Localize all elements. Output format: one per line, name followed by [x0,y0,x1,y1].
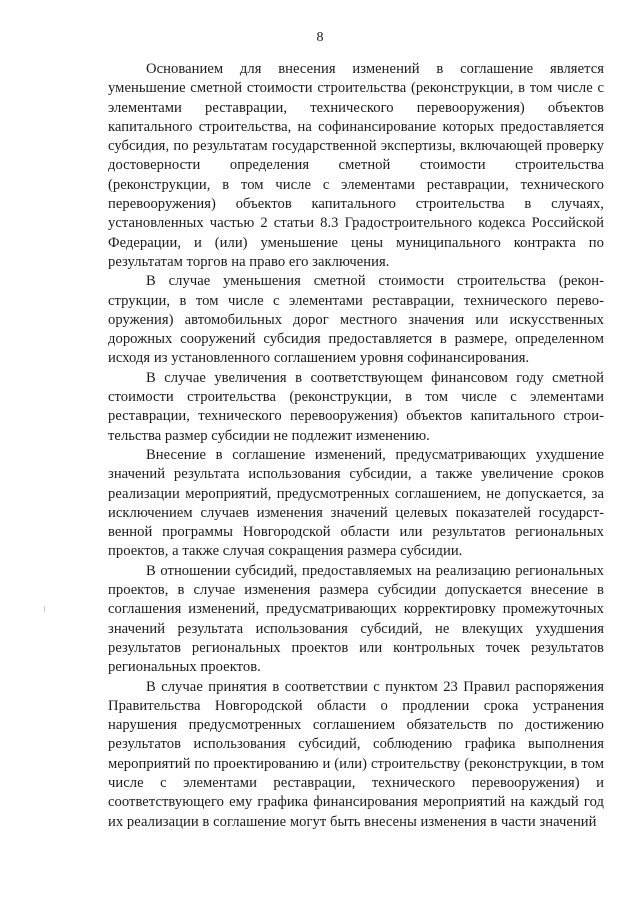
paragraph-1: Основанием для внесения изменений в соглашение является уменьшение сметной стоимости строительства (реконструкции, в том числе с элементами реставрации, технического перевооружения) объектов капитального строительства, на софинансирование которых предоставляется субсидия, по результатам государственной экспертизы, включающей проверку достоверности определения сметной стоимости строительства (реконструкции, в том числе с элементами реставрации, технического перевооружения) объектов капитального строительства в случаях, установленных частью 2 статьи 8.3 Градостроительного кодекса Российской Федерации, и (или) уменьшение цены муниципального контракта по результатам торгов на право его заключения. [108,61,604,270]
page-number: 8 [316,30,324,45]
paragraph-5: В отношении субсидий, предоставляемых на реализацию региональных проектов, в случае изменения размера субсидии допускается внесение в соглашения изменений, предусматривающих корректировку промежуточных значений результата использования субсидий, не влекущих ухудшения результатов региональных проектов или контрольных точек результатов региональных проектов. [108,562,604,676]
paragraph-3: В случае увеличения в соответствующем финансовом году сметной стоимости строительства (реконструкции, в том числе с элементами реставрации, технического перевооружения) объектов капитального строительства размер субсидии не подлежит изменению. [108,369,604,444]
scan-artifact-mark [44,606,45,612]
paragraph-4: Внесение в соглашение изменений, предусматривающих ухудшение значений результата использования субсидии, а также увеличение сроков реализации мероприятий, предусмотренных соглашением, не допускается, за исключением случаев изменения значений целевых показателей государственной программы Новгородской области или результатов региональных проектов, а также случая сокращения размера субсидии. [108,446,604,560]
paragraph-2: В случае уменьшения сметной стоимости строительства (реконструкции, в том числе с элементами реставрации, технического перевооружения) автомобильных дорог местного значения или искусственных дорожных сооружений субсидия предоставляется в размере, определенном исходя из установленного соглашением уровня софинансирования. [108,273,604,367]
paragraph-6: В случае принятия в соответствии с пунктом 23 Правил распоряжения Правительства Новгородской области о продлении срока устранения нарушения предусмотренных соглашением обязательств по достижению результатов использования субсидий, соблюдению графика выполнения мероприятий по проектированию и (или) строительству (реконструкции, в том числе с элементами реставрации, технического перевооружения) и соответствующего ему графика финансирования мероприятий на каждый год их реализации в соглашение могут быть внесены изменения в части значений [108,678,604,830]
document-body [108,60,604,832]
